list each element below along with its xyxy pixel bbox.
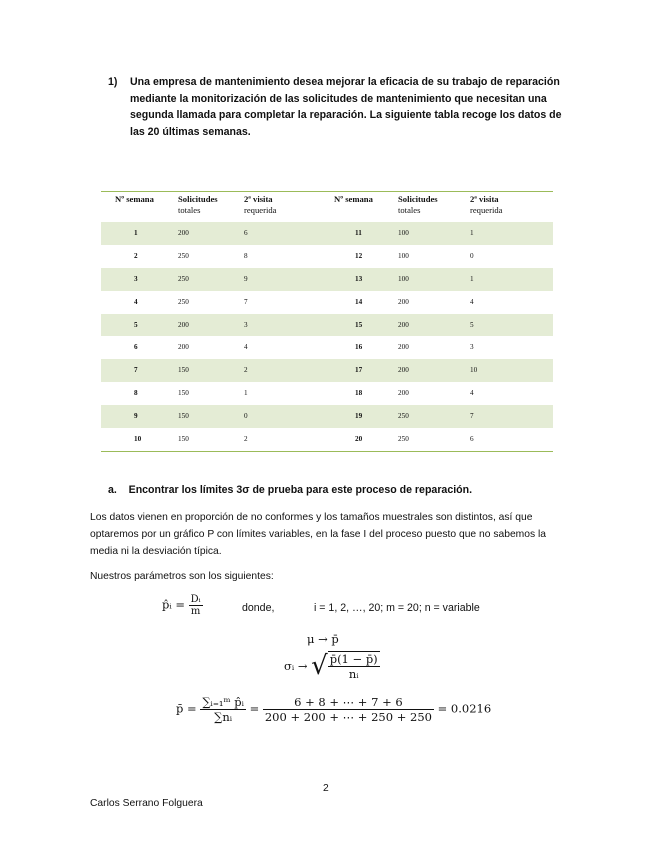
question-number: 1) (108, 76, 118, 88)
table-cell: 200 (398, 297, 409, 306)
table-cell: 100 (398, 229, 409, 237)
table-cell: 2 (244, 366, 248, 375)
table-cell: 7 (134, 366, 138, 375)
formula-p-bar: p̄ = $\frac{\text{∑ᵢ₌₁ᵐ p̂ᵢ}}{\text{∑nᵢ}}$ = $\frac{6 + 8 + \cdots + 7 + 6}{200 + 200 + \cdots + 250 + 250}$ = 0.0216 (176, 695, 492, 724)
table-cell: 0 (470, 251, 474, 260)
section-a-title: Encontrar los límites 3σ de prueba para este proceso de reparación. (128, 484, 473, 496)
table-cell: 200 (398, 389, 409, 398)
table-cell: 2 (244, 435, 248, 444)
table-row (101, 336, 553, 359)
table-cell: 1 (244, 389, 248, 398)
table-cell: 20 (355, 435, 363, 444)
table-cell: 100 (398, 251, 409, 260)
table-cell: 3 (244, 320, 248, 329)
formula-mu: μ → p̄ (307, 632, 339, 646)
index-range: i = 1, 2, …, 20; m = 20; n = variable (314, 602, 480, 614)
table-cell: 200 (398, 320, 409, 329)
table-cell: 7 (244, 297, 248, 306)
table-cell: 15 (355, 320, 363, 329)
table-cell: 14 (355, 297, 363, 306)
table-cell: 200 (178, 343, 189, 352)
table-cell: 1 (470, 274, 474, 283)
table-cell: 5 (470, 320, 474, 329)
table-row (101, 222, 553, 245)
table-header (101, 192, 553, 222)
table-row (101, 405, 553, 428)
table-cell: 6 (244, 229, 248, 237)
table-cell: 200 (398, 343, 409, 352)
table-cell: 150 (178, 435, 189, 444)
table-cell: 11 (355, 229, 362, 237)
data-table (101, 191, 553, 452)
table-cell: 150 (178, 412, 189, 421)
table-cell: 6 (134, 343, 138, 352)
table-row (101, 382, 553, 405)
table-cell: 8 (244, 251, 248, 260)
table-row (101, 359, 553, 382)
table-cell: 19 (355, 412, 363, 421)
table-cell: 250 (398, 412, 409, 421)
table-cell: 250 (398, 435, 409, 444)
table-cell: 16 (355, 343, 363, 352)
header-visit-2: 2ª visita requerida (470, 194, 503, 215)
table-cell: 100 (398, 274, 409, 283)
table-row (101, 291, 553, 314)
table-cell: 4 (470, 389, 474, 398)
table-cell: 200 (178, 320, 189, 329)
page-number: 2 (323, 783, 329, 794)
table-cell: 3 (134, 274, 138, 283)
formula-p-hat: p̂ᵢ = $\frac{\text{Dᵢ}}{m}$ (162, 594, 201, 617)
header-week-1: Nº semana (115, 194, 154, 204)
section-a-label: a. (108, 484, 117, 496)
table-cell: 200 (398, 366, 409, 375)
table-row (101, 245, 553, 268)
table-cell: 7 (470, 412, 474, 421)
table-cell: 13 (355, 274, 363, 283)
table-cell: 250 (178, 251, 189, 260)
table-cell: 12 (355, 251, 363, 260)
section-a-heading (108, 484, 472, 496)
table-cell: 4 (134, 297, 138, 306)
header-visit-1: 2ª visita requerida (244, 194, 277, 215)
table-row (101, 268, 553, 291)
table-cell: 250 (178, 297, 189, 306)
author-name: Carlos Serrano Folguera (90, 798, 203, 809)
params-intro: Nuestros parámetros son los siguientes: (90, 571, 274, 582)
header-week-2: Nº semana (334, 194, 373, 204)
table-cell: 10 (470, 366, 478, 375)
table-cell: 2 (134, 251, 138, 260)
table-cell: 9 (134, 412, 138, 421)
table-row (101, 314, 553, 337)
table-cell: 1 (134, 229, 138, 237)
table-cell: 150 (178, 389, 189, 398)
table-cell: 5 (134, 320, 138, 329)
donde-label: donde, (242, 602, 275, 614)
table-cell: 10 (134, 435, 142, 444)
formula-sigma: σᵢ → √ $\frac{p̄(1 - p̄)}{\text{nᵢ}}$ (284, 651, 378, 681)
table-cell: 250 (178, 274, 189, 283)
header-requests-1: Solicitudes totales (178, 194, 218, 215)
table-cell: 8 (134, 389, 138, 398)
table-cell: 3 (470, 343, 474, 352)
table-cell: 6 (470, 435, 474, 444)
header-requests-2: Solicitudes totales (398, 194, 438, 215)
table-cell: 4 (470, 297, 474, 306)
table-cell: 9 (244, 274, 248, 283)
question-text: Una empresa de mantenimiento desea mejorar la eficacia de su trabajo de reparación mediante la monitorización de las solicitudes de mantenimiento que necesitan una segunda llamada para completar la reparación. La siguiente tabla recoge los datos de las 20 últimas semanas. (130, 76, 562, 139)
table-cell: 150 (178, 366, 189, 375)
explanation-paragraph: Los datos vienen en proporción de no conformes y los tamaños muestrales son distintos, así que optaremos por un gráfico P con límites variables, en la fase I del proceso puesto que no sabemos la media ni la desviación típica. (90, 512, 546, 557)
table-cell: 1 (470, 229, 474, 237)
table-cell: 17 (355, 366, 363, 375)
table-cell: 0 (244, 412, 248, 421)
table-cell: 200 (178, 229, 189, 237)
table-row (101, 428, 553, 451)
table-cell: 4 (244, 343, 248, 352)
table-cell: 18 (355, 389, 363, 398)
